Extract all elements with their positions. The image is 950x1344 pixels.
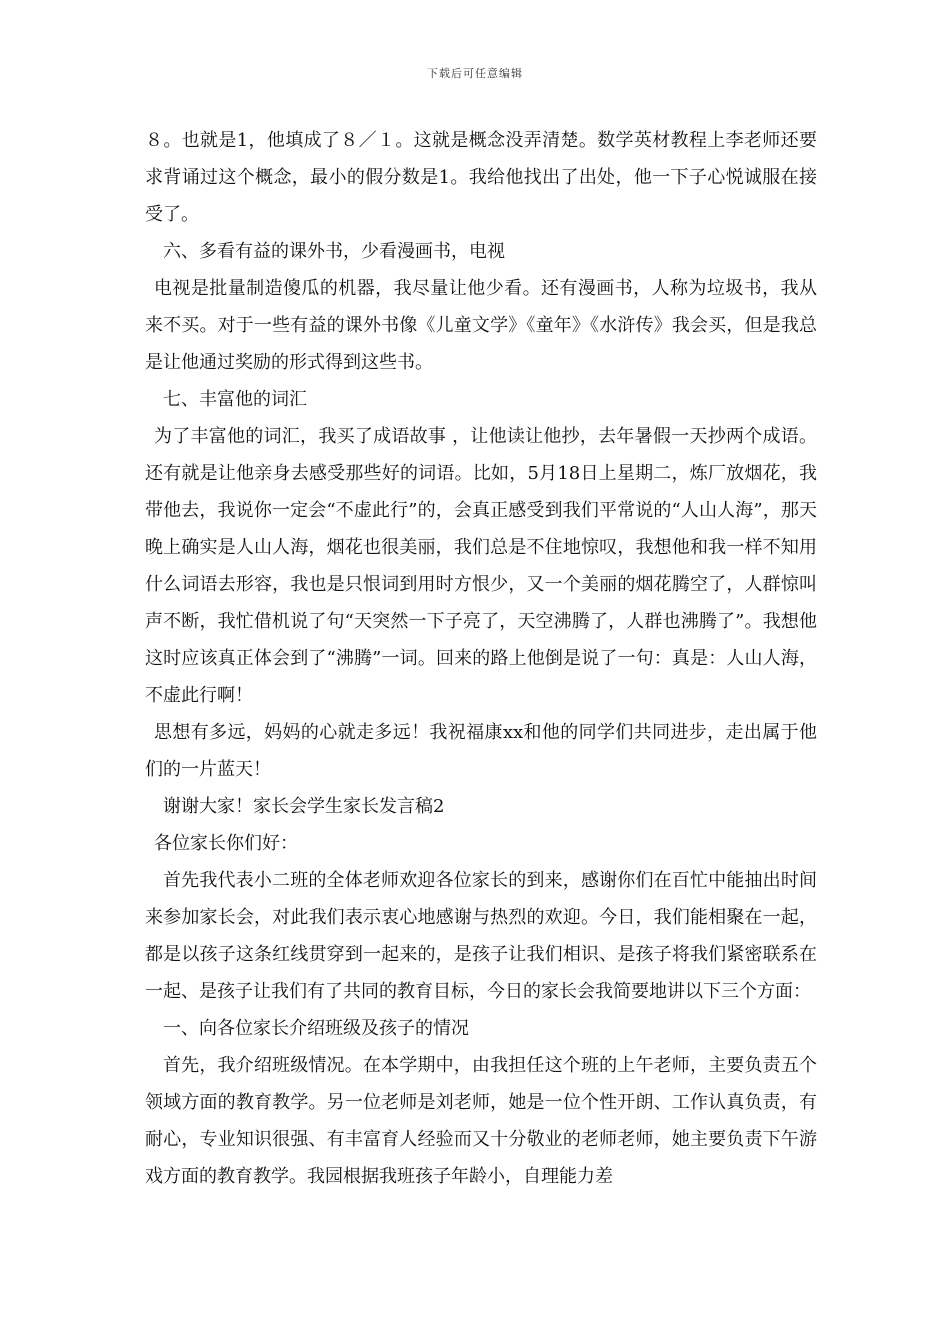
paragraph: 六、多看有益的课外书，少看漫画书，电视	[163, 241, 505, 262]
paragraph: 各位家长你们好：	[154, 833, 298, 854]
document-body	[145, 122, 817, 1195]
paragraph: ８。也就是1，他填成了８／１。这就是概念没弄清楚。数学英材教程上李老师还要求背诵过这个概念，最小的假分数是1。我给他找出了出处，他一下子心悦诚服在接受了。	[145, 130, 817, 225]
paragraph: 一、向各位家长介绍班级及孩子的情况	[163, 1018, 469, 1039]
paragraph: 谢谢大家！家长会学生家长发言稿2	[163, 796, 445, 817]
page-header: 下载后可任意编辑	[427, 67, 523, 80]
paragraph: 七、丰富他的词汇	[163, 389, 307, 410]
paragraph: 思想有多远，妈妈的心就走多远！我祝福康xx和他的同学们共同进步，走出属于他们的一片蓝天！	[145, 722, 817, 780]
paragraph: 电视是批量制造傻瓜的机器，我尽量让他少看。还有漫画书，人称为垃圾书，我从来不买。对于一些有益的课外书像《儿童文学》《童年》《水浒传》我会买，但是我总是让他通过奖励的形式得到这些书。	[145, 278, 817, 373]
paragraph: 首先，我介绍班级情况。在本学期中，由我担任这个班的上午老师，主要负责五个领域方面的教育教学。另一位老师是刘老师，她是一位个性开朗、工作认真负责，有耐心，专业知识很强、有丰富育人经验而又十分敬业的老师老师，她主要负责下午游戏方面的教育教学。我园根据我班孩子年龄小，自理能力差	[145, 1055, 817, 1187]
paragraph: 为了丰富他的词汇，我买了成语故事 ，让他读让他抄，去年暑假一天抄两个成语。还有就是让他亲身去感受那些好的词语。比如，5月18日上星期二，炼厂放烟花，我带他去，我说你一定会“不虚此行”的，会真正感受到我们平常说的“人山人海”，那天晚上确实是人山人海，烟花也很美丽，我们总是不住地惊叹，我想他和我一样不知用什么词语去形容，我也是只恨词到用时方恨少，又一个美丽的烟花腾空了，人群惊叫声不断，我忙借机说了句“天突然一下子亮了，天空沸腾了，人群也沸腾了”。我想他这时应该真正体会到了“沸腾”一词。回来的路上他倒是说了一句：真是：人山人海，不虚此行啊！	[145, 426, 817, 706]
paragraph: 首先我代表小二班的全体老师欢迎各位家长的到来，感谢你们在百忙中能抽出时间来参加家长会，对此我们表示衷心地感谢与热烈的欢迎。今日，我们能相聚在一起，都是以孩子这条红线贯穿到一起来的，是孩子让我们相识、是孩子将我们紧密联系在一起、是孩子让我们有了共同的教育目标，今日的家长会我简要地讲以下三个方面：	[145, 870, 817, 1002]
